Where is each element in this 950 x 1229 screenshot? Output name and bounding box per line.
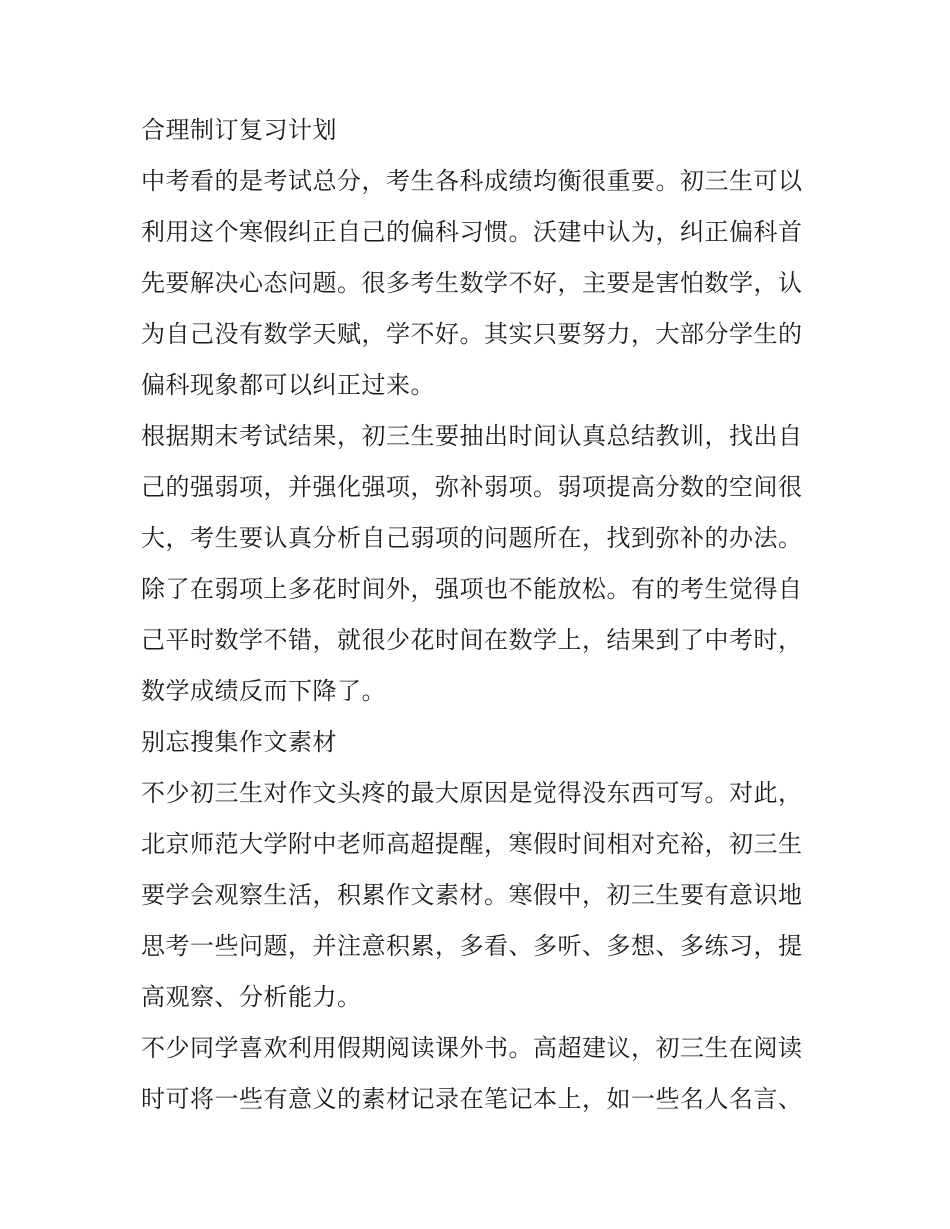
paragraph-line: 时可将一些有意义的素材记录在笔记本上，如一些名人名言、 <box>141 1085 803 1113</box>
paragraph-line: 己平时数学不错，就很少花时间在数学上，结果到了中考时， <box>141 626 803 654</box>
paragraph-line: 除了在弱项上多花时间外，强项也不能放松。有的考生觉得自 <box>141 575 803 603</box>
paragraph-line: 先要解决心态问题。很多考生数学不好，主要是害怕数学，认 <box>141 269 803 297</box>
paragraph-line: 不少同学喜欢利用假期阅读课外书。高超建议，初三生在阅读 <box>141 1034 803 1062</box>
paragraph-line: 偏科现象都可以纠正过来。 <box>141 371 435 399</box>
paragraph-line: 己的强弱项，并强化强项，弥补弱项。弱项提高分数的空间很 <box>141 473 803 501</box>
section-heading-review-plan: 合理制订复习计划 <box>141 116 337 144</box>
paragraph-line: 根据期末考试结果，初三生要抽出时间认真总结教训，找出自 <box>141 422 803 450</box>
paragraph-line: 要学会观察生活，积累作文素材。寒假中，初三生要有意识地 <box>141 881 803 909</box>
paragraph-line: 为自己没有数学天赋，学不好。其实只要努力，大部分学生的 <box>141 320 803 348</box>
paragraph-line: 数学成绩反而下降了。 <box>141 677 386 705</box>
paragraph-line: 高观察、分析能力。 <box>141 983 362 1011</box>
paragraph-line: 中考看的是考试总分，考生各科成绩均衡很重要。初三生可以 <box>141 167 803 195</box>
paragraph-line: 北京师范大学附中老师高超提醒，寒假时间相对充裕，初三生 <box>141 830 803 858</box>
paragraph-line: 不少初三生对作文头疼的最大原因是觉得没东西可写。对此， <box>141 779 803 807</box>
section-heading-essay-material: 别忘搜集作文素材 <box>141 728 337 756</box>
paragraph-line: 大，考生要认真分析自己弱项的问题所在，找到弥补的办法。 <box>141 524 803 552</box>
paragraph-line: 思考一些问题，并注意积累，多看、多听、多想、多练习，提 <box>141 932 803 960</box>
paragraph-line: 利用这个寒假纠正自己的偏科习惯。沃建中认为，纠正偏科首 <box>141 218 803 246</box>
